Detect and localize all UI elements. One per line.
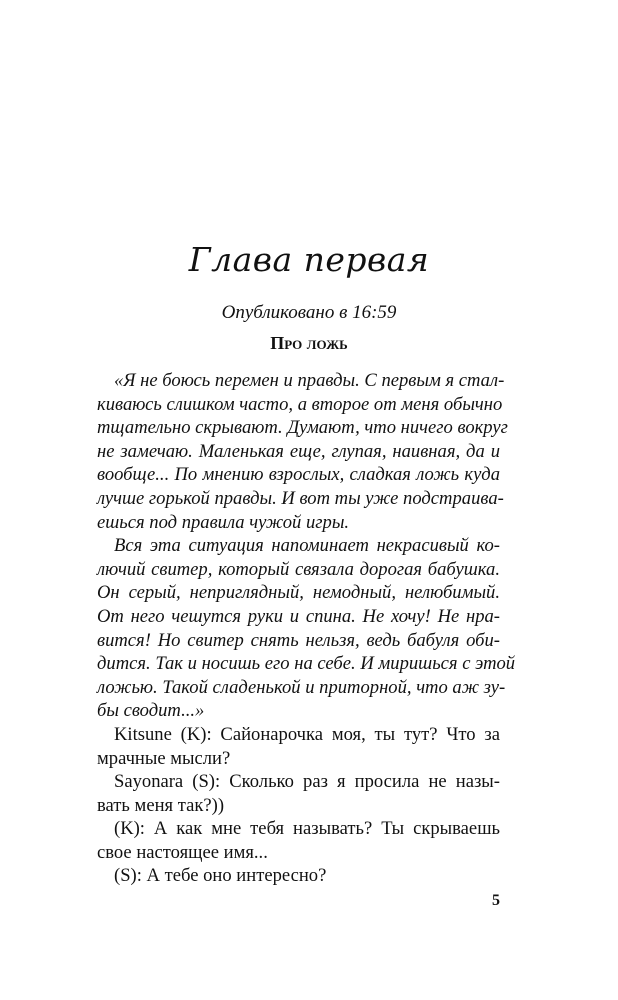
text-line: свое настоящее имя... [97, 841, 268, 863]
text-line: ешься под правила чужой игры. [97, 511, 350, 533]
body-text [97, 369, 516, 888]
text-line: вать меня так?)) [97, 794, 225, 816]
text-line: мрачные мысли? [97, 747, 231, 769]
text-line: От него чешутся руки и спина. Не хочу! Не нра- [97, 605, 500, 627]
text-line: (K): А как мне тебя называть? Ты скрываешь [114, 818, 500, 840]
text-line: ложью. Такой сладенькой и приторной, что аж зу- [97, 676, 506, 698]
chapter-title: Глава первая [188, 240, 430, 279]
text-line: вится! Но свитер снять нельзя, ведь бабуля оби- [97, 629, 500, 651]
text-line: тщательно скрывают. Думают, что ничего вокруг [97, 417, 508, 439]
text-line: лучше горькой правды. И вот ты уже подстраива- [97, 487, 504, 509]
text-line: «Я не боюсь перемен и правды. С первым я стал- [114, 370, 505, 391]
text-line: не замечаю. Маленькая еще, глупая, наивная, да и [97, 440, 500, 462]
text-line: бы сводит...» [97, 700, 205, 722]
text-line: Kitsune (K): Сайонарочка моя, ты тут? Что за [114, 723, 500, 745]
text-line: дится. Так и носишь его на себе. И миришься с этой [97, 653, 516, 675]
text-line: Вся эта ситуация напоминает некрасивый ко- [114, 535, 500, 557]
text-line: киваюсь слишком часто, а второе от меня обычно [97, 393, 503, 415]
text-line: вообще... По мнению взрослых, сладкая ложь куда [97, 464, 500, 486]
section-title: Про ложь [270, 333, 348, 353]
text-line: Sayonara (S): Сколько раз я просила не назы- [114, 771, 500, 793]
publication-time: Опубликовано в 16:59 [221, 302, 397, 323]
text-line: Он серый, неприглядный, немодный, нелюбимый. [97, 582, 500, 604]
page-number: 5 [492, 892, 500, 909]
text-line: лючий свитер, который связала дорогая бабушка. [97, 558, 500, 580]
text-line: (S): А тебе оно интересно? [114, 865, 327, 887]
